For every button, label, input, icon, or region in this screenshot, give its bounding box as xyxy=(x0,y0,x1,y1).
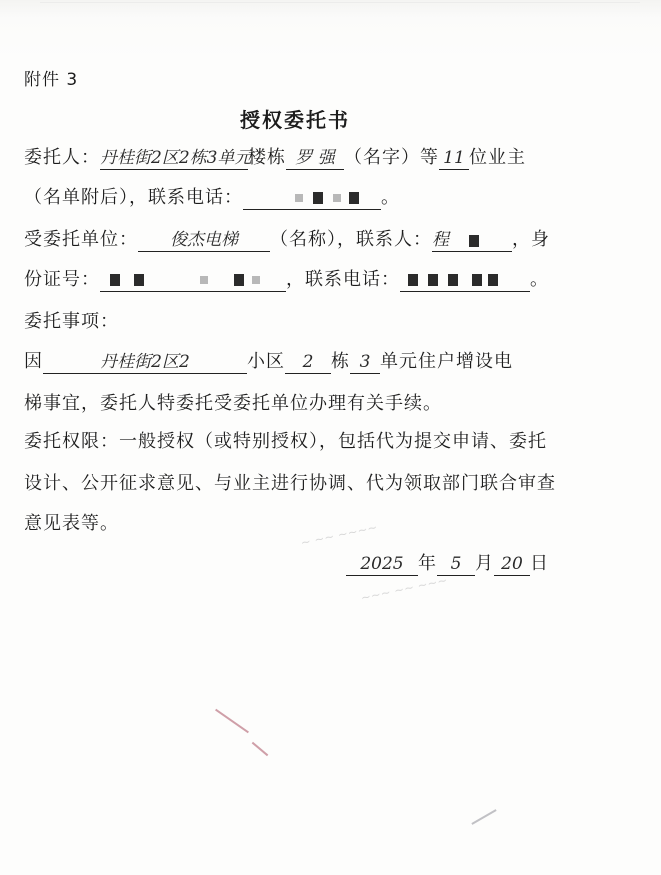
principal-building-suffix: 楼栋 xyxy=(248,147,286,168)
stamp-fragment xyxy=(252,742,269,756)
agent-name-label: （名称），联系人： xyxy=(270,229,432,250)
id-label: 份证号： xyxy=(24,269,100,290)
principal-address-handwritten: 丹桂街2区2栋3单元 xyxy=(100,148,252,168)
bleed-through-mark: ~~~ ~~ ~~~ xyxy=(359,572,449,606)
unit-text: 单元住户增设电 xyxy=(380,351,513,372)
authority-line-2: 设计、公开征求意见、与业主进行协调、代为领取部门联合审查 xyxy=(24,473,556,494)
document-title: 授权委托书 xyxy=(240,108,350,132)
bleed-through-mark: ~ ~~ ~~~~ xyxy=(299,520,379,550)
building-handwritten: 2 xyxy=(285,351,331,374)
matters-heading: 委托事项： xyxy=(24,311,119,332)
agent-id-line-end: 。 xyxy=(530,269,549,290)
street-handwritten: 丹桂街2区2 xyxy=(43,351,247,374)
owner-count-handwritten: 11 xyxy=(439,147,469,170)
stamp-fragment xyxy=(471,809,496,825)
stamp-fragment xyxy=(215,709,249,734)
principal-label: 委托人： xyxy=(24,147,100,168)
attachment-label: 附件 3 xyxy=(24,70,79,90)
signing-date xyxy=(346,552,549,576)
authority-line-3: 意见表等。 xyxy=(24,513,119,534)
agent-company-handwritten: 俊杰电梯 xyxy=(138,229,270,252)
agent-id-line xyxy=(24,268,549,292)
principal-phone-redacted xyxy=(243,187,381,210)
agent-phone-redacted xyxy=(400,269,530,292)
principal-name-handwritten: 罗 强 xyxy=(286,147,344,170)
owner-count-suffix: 位业主 xyxy=(469,147,526,168)
id-number-redacted xyxy=(100,269,286,292)
date-month-label: 月 xyxy=(475,553,494,574)
principal-contact-end: 。 xyxy=(381,187,400,208)
date-day-handwritten: 20 xyxy=(494,553,530,576)
matters-line xyxy=(24,350,513,374)
principal-name-label: （名字）等 xyxy=(344,147,439,168)
community-label: 小区 xyxy=(247,351,285,372)
unit-handwritten: 3 xyxy=(350,351,380,374)
date-day-label: 日 xyxy=(530,553,549,574)
date-year-handwritten: 2025 xyxy=(346,553,418,576)
matters-continuation: 梯事宜，委托人特委托受委托单位办理有关手续。 xyxy=(24,393,442,414)
agent-label: 受委托单位： xyxy=(24,229,138,250)
agent-phone-label: ，联系电话： xyxy=(286,269,400,290)
authority-line-1: 委托权限：一般授权（或特别授权），包括代为提交申请、委托 xyxy=(24,431,547,452)
date-month-handwritten: 5 xyxy=(437,553,475,576)
principal-line xyxy=(24,146,526,170)
agent-contact-handwritten: 程 xyxy=(432,229,512,252)
principal-contact-label: （名单附后），联系电话： xyxy=(24,187,243,208)
matters-prefix: 因 xyxy=(24,351,43,372)
building-label: 栋 xyxy=(331,351,350,372)
agent-line xyxy=(24,228,550,252)
page-top-edge xyxy=(40,2,640,9)
principal-contact-line xyxy=(24,186,400,210)
date-year-label: 年 xyxy=(418,553,437,574)
agent-line-end: ，身 xyxy=(512,229,550,250)
